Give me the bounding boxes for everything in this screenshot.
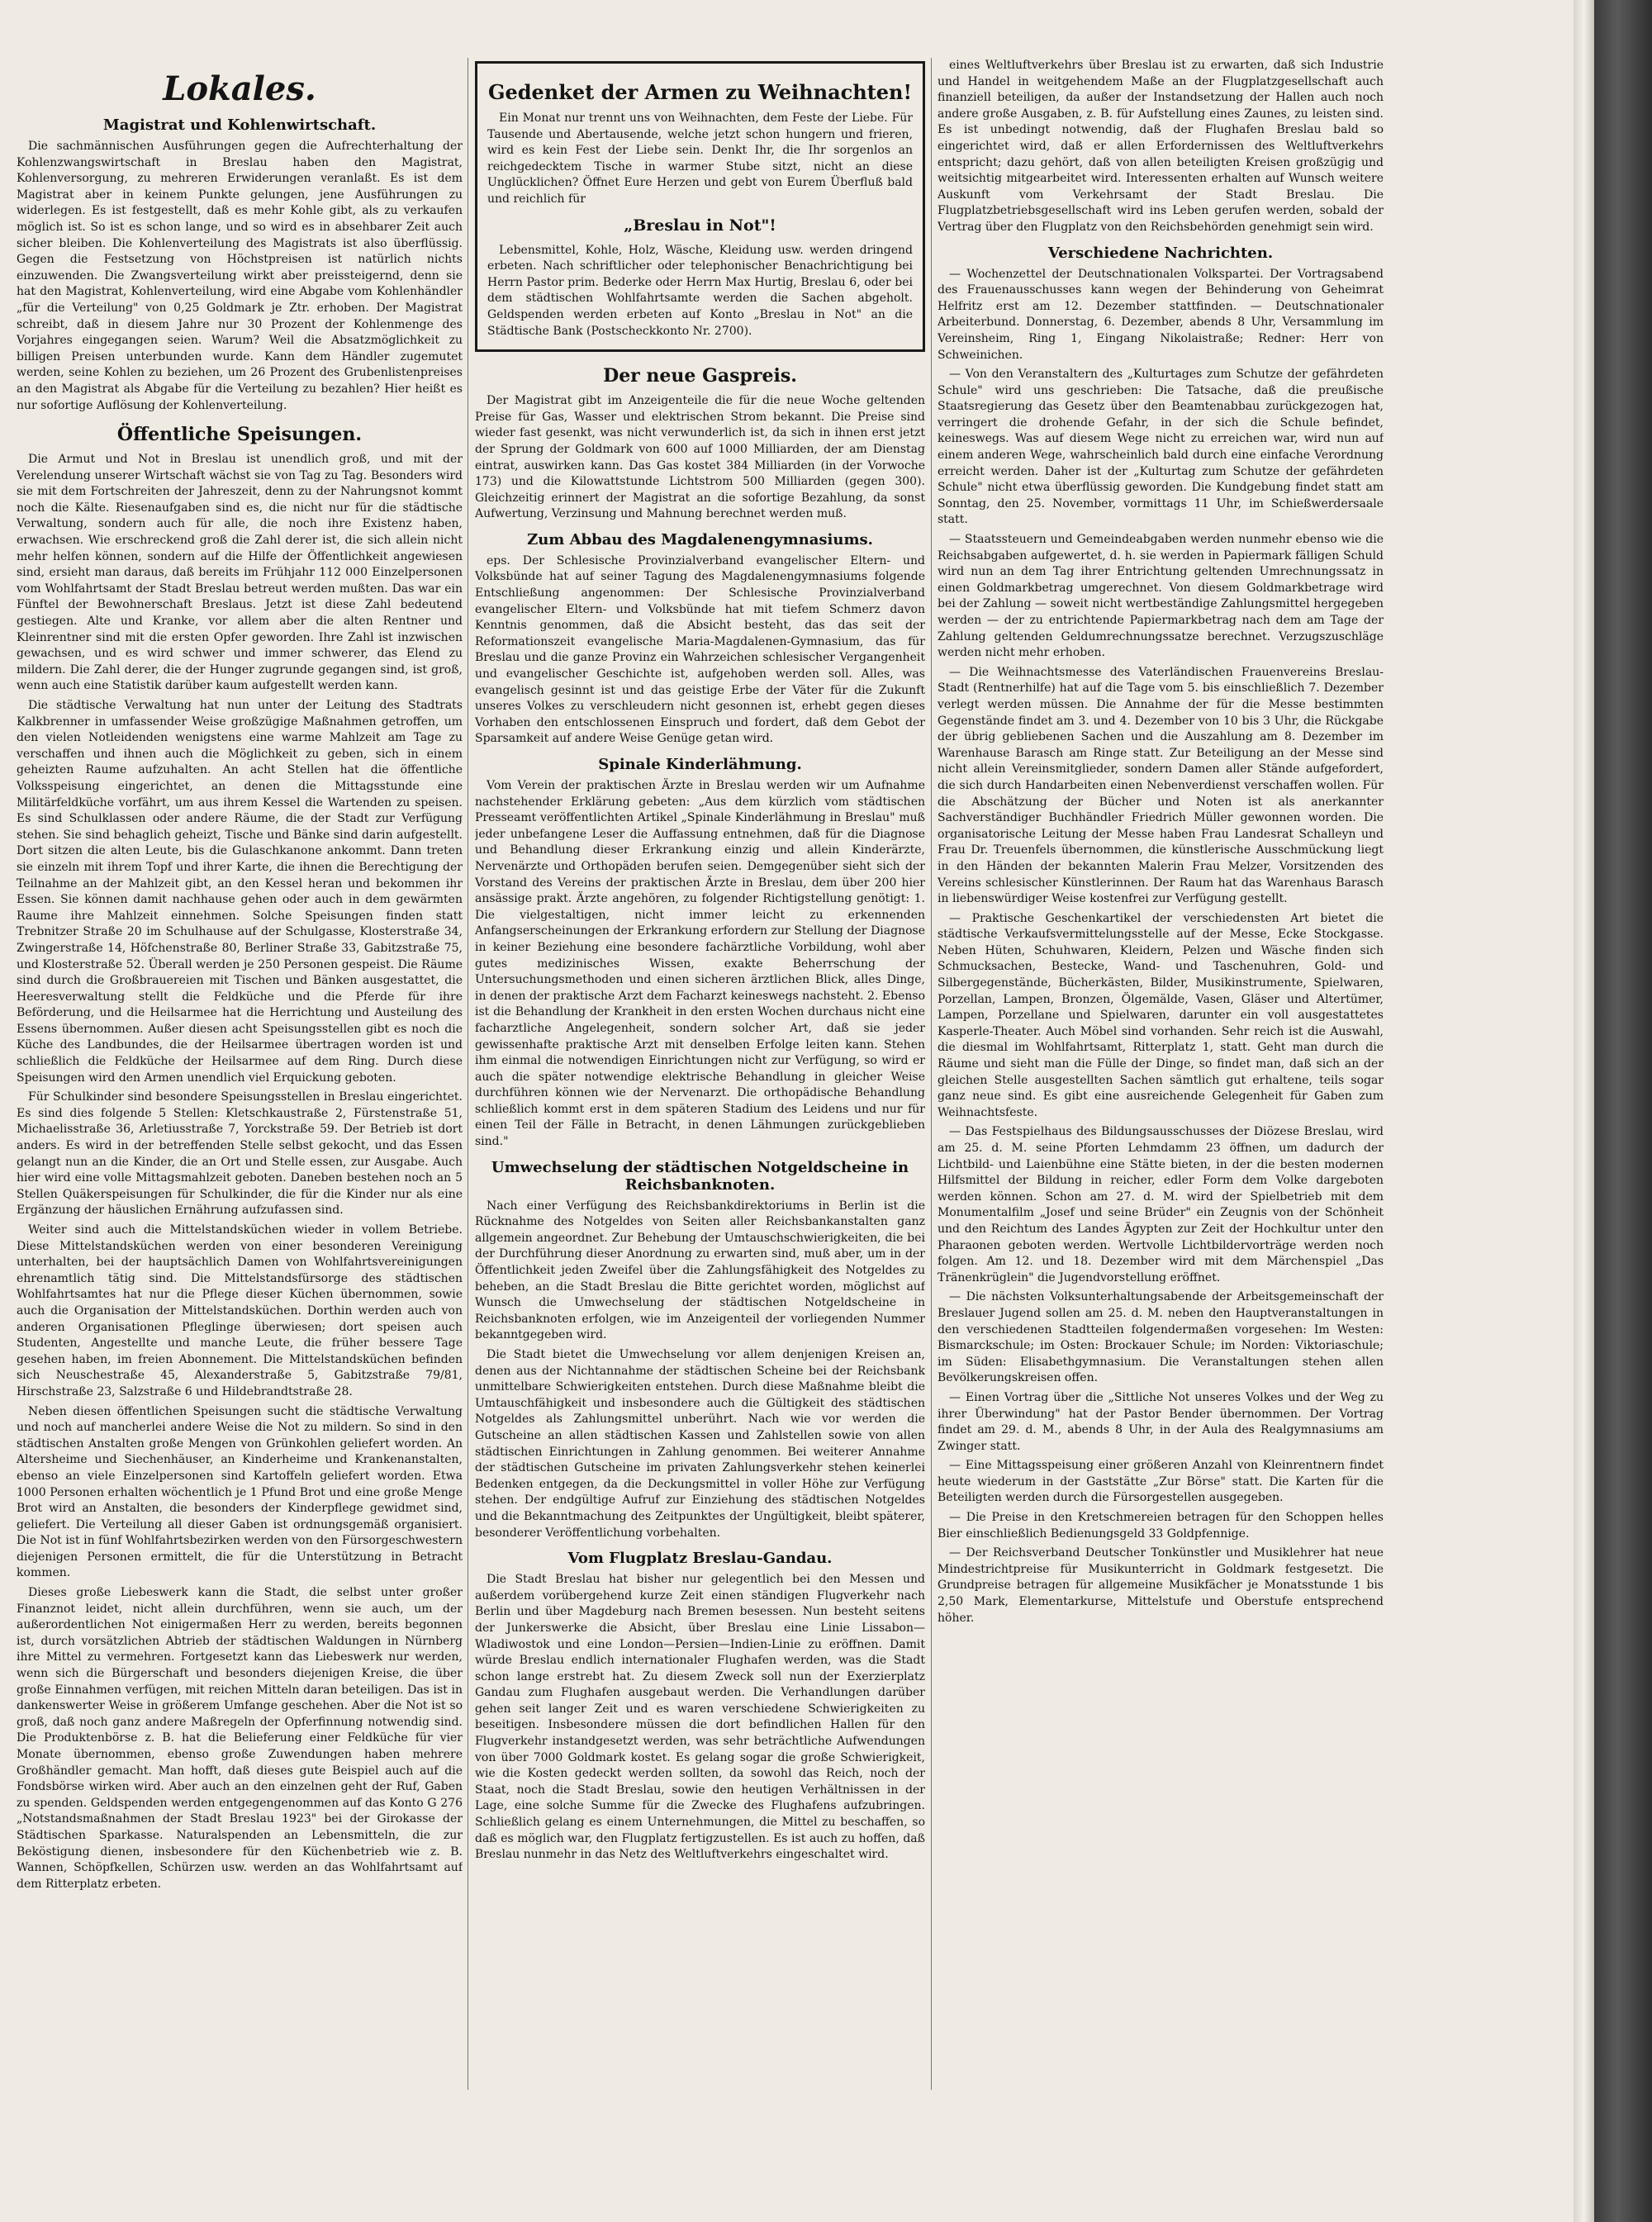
- article-kohlenwirtschaft: [17, 116, 463, 414]
- article-kinderlaehmung: [475, 756, 925, 1151]
- article-paragraph: Vom Verein der praktischen Ärzte in Breslau werden wir um Aufnahme nachstehender Erklärung gebeten: „Aus dem kürzlich vom städtischen Presseamt veröffentlichten Artikel „Spinale Kinderlähmung in Breslau" muß jeder unbefangene Leser die Auffassung entnehmen, daß für die Diagnose und Behandlung dieser Erkrankung einzig und allein Kinderärzte, Nervenärzte und Orthopäden berufen seien. Demgegenüber sieht sich der Vorstand des Vereins der praktischen Ärzte in Breslau, dem über 200 hier ansässige prakt. Ärzte angehören, zu folgender Richtigstellung genötigt: 1. Die vielgestaltigen, nicht immer leicht zu erkennenden Anfangserscheinungen der Erkrankung erfordern zur Stellung der Diagnose in keiner Beziehung eine besondere fachärztliche Vorbildung, wohl aber gutes medizinisches Wissen, exakte Beherrschung der Untersuchungsmethoden und einen sicheren ärztlichen Blick, alles Dinge, in denen der praktische Arzt dem Facharzt keineswegs nachsteht. 2. Ebenso ist die Behandlung der Krankheit in den ersten Wochen durchaus nicht eine facharztliche Angelegenheit, sondern solcher Art, daß sie jeder gewissenhafte praktische Arzt mit denselben Erfolge leiten kann. Stehen ihm einmal die notwendigen Einrichtungen nicht zur Verfügung, so wird er auch die später notwendige elektrische Behandlung in gleicher Weise durchführen können wie der Nervenarzt. Die orthopädische Behandlung schließlich kommt erst in dem späteren Stadium des Leidens und nur für einen Teil der Fälle in Betracht, in denen Lähmungen zurückgeblieben sind.": [475, 779, 925, 1149]
- section-title: Lokales.: [163, 69, 316, 108]
- article-heading: Der neue Gaspreis.: [603, 365, 797, 387]
- column-2: [475, 58, 925, 2098]
- news-item: — Die Preise in den Kretschmereien betragen für den Schoppen helles Bier einschließlich Bedienungsgeld 33 Goldpfennige.: [938, 1511, 1384, 1541]
- article-paragraph: Neben diesen öffentlichen Speisungen sucht die städtische Verwaltung und noch auf mancherlei andere Weise die Not zu mildern. So sind in den städtischen Anstalten große Mengen von Grünkohlen geliefert worden. An Altersheime und Siechenhäuser, an Kinderheime und Krankenanstalten, ebenso an viele Einzelpersonen sind Kartoffeln geliefert worden. Etwa 1000 Personen erhalten wöchentlich je 1 Pfund Brot und eine große Menge Brot wird an Anstalten, die besonders der Kinderpflege gewidmet sind, geliefert. Die Verteilung all dieser Gaben ist ordnungsgemäß organisiert. Die Not ist in fünf Wohlfahrtsbezirken werden von den Fürsorgeschwestern diejenigen Personen ermittelt, die für die Unterstützung in Betracht kommen.: [17, 1404, 463, 1580]
- article-paragraph: Dieses große Liebeswerk kann die Stadt, die selbst unter großer Finanznot leidet, nicht allein durchführen, wenn sie auch, um der außerordentlichen Not einigermaßen Herr zu werden, bereits begonnen ist, durch vorsätzlichen Abtrieb der städtischen Waldungen in Nürnberg ihre Mittel zu vermehren. Fortgesetzt kann das Liebeswerk nur werden, wenn sich die Bürgerschaft und besonders diejenigen Kreise, die über große Einnahmen verfügen, mit reichen Mitteln daran beteiligen. Das ist in dankenswerter Weise in größerem Umfange geschehen. Aber die Not ist so groß, daß noch ganz andere Maßregeln der Opferfinnung notwendig sind. Die Produktenbörse z. B. hat die Belieferung einer Feldküche für vier Monate übernommen, ebenso große Zuwendungen haben mehrere Großhändler gemacht. Man hofft, daß dieses gute Beispiel auch auf die Fondsbörse wirken wird. Aber auch an den einzelnen geht der Ruf, Gaben zu spenden. Geldspenden werden entgegengenommen auf das Konto G 276 „Notstandsmaßnahmen der Stadt Breslau 1923" bei der Girokasse der Städtischen Sparkasse. Naturalspenden an Lebensmitteln, die zur Beköstigung dienen, insbesondere für den Küchenbetrieb wie z. B. Wannen, Schöpfkellen, Schürzen usw. werden an das Wohlfahrtsamt auf dem Ritterplatz erbeten.: [17, 1586, 463, 1891]
- appeal-paragraph: Ein Monat nur trennt uns von Weihnachten, dem Feste der Liebe. Für Tausende und Abertausende, welche jetzt schon hungern und frieren, wird es kein Fest der Liebe sein. Denkt Ihr, die Ihr sorgenlos an reichgedecktem Tische in warmer Stube sitzt, nicht an diese Unglücklichen? Öffnet Eure Herzen und gebt von Eurem Überfluß bald und reichlich für: [487, 112, 913, 206]
- article-heading: Spinale Kinderlähmung.: [598, 756, 802, 773]
- news-item: — Die Weihnachtsmesse des Vaterländischen Frauenvereins Breslau-Stadt (Rentnerhilfe) hat auf die Tage vom 5. bis einschließlich 7. Dezember verlegt werden müssen. Die Annahme der für die Messe bestimmten Gegenstände findet am 3. und 4. Dezember von 10 bis 3 Uhr, die Rückgabe der übrig gebliebenen Sachen und die Auszahlung am 8. Dezember im Warenhause Barasch am Ringe statt. Zur Beteiligung an der Messe sind nicht allein Vereinsmitglieder, sondern Damen aller Stände aufgefordert, die sich durch Handarbeiten einen Nebenverdienst verschaffen wollen. Für die Abschätzung der Bücher und Noten ist als anerkannter Sachverständiger Buchhändler Friedrich Müller gewonnen worden. Die organisatorische Leitung der Messe haben Frau Landesrat Schalleyn und Frau Dr. Treuenfels übernommen, die künstlerische Ausschmückung liegt in den Händen der bekannten Malerin Frau Melzer, Vorsitzenden des Vereins schlesischer Künstlerinnen. Der Raum hat das Warenhaus Barasch in liebenswürdiger Weise kostenfrei zur Verfügung gestellt.: [938, 665, 1384, 906]
- article-paragraph: Die sachmännischen Ausführungen gegen die Aufrechterhaltung der Kohlenzwangswirtschaft in Breslau haben den Magistrat, Kohlenversorgung, zu mehreren Erwiderungen veranlaßt. Es ist dem Magistrat aber in keinem Punkte gelungen, jene Ausführungen zu widerlegen. Es ist festgestellt, daß es mehr Kohle gibt, als zu verkaufen möglich ist. So ist es schon lange, und so wird es in absehbarer Zeit auch sicher bleiben. Die Kohlenverteilung des Magistrats ist also überflüssig. Gegen die Festsetzung von Höchstpreisen ist natürlich nichts einzuwenden. Die Zwangsverteilung wirkt aber preissteigernd, denn sie hat den Magistrat, Kohlenverteilung, wird eine Abgabe vom Kohlenhändler „für die Verteilung" von 0,25 Goldmark je Ztr. erhoben. Der Magistrat schreibt, daß in diesem Jahre nur 30 Prozent der Kohlenmenge des Vorjahres eingegangen seien. Warum? Weil die Absatzmöglichkeit zu billigen Preisen unterbunden wurde. Kann dem Händler zugemutet werden, seine Kohlen zu beziehen, um 26 Prozent des Grubenlistenpreises an den Magistrat als Abgabe für die Verteilung zu bezahlen? Hier heißt es nur sofortige Auflösung der Kohlenverteilung.: [17, 140, 463, 412]
- appeal-paragraph: Lebensmittel, Kohle, Holz, Wäsche, Kleidung usw. werden dringend erbeten. Nach schriftlicher oder telephonischer Benachrichtigung bei Herrn Pastor prim. Bederke oder Herrn Max Hurtig, Breslau 6, oder bei dem städtischen Wohlfahrtsamte werden die Sachen abgeholt. Geldspenden werden erbeten auf Konto „Breslau in Not" an die Städtische Bank (Postscheckkonto Nr. 2700).: [487, 243, 913, 338]
- article-paragraph: Die Armut und Not in Breslau ist unendlich groß, und mit der Verelendung unserer Wirtschaft wächst sie von Tag zu Tag. Besonders wird sie mit dem Fortschreiten der Jahreszeit, denn zu der Nahrungsnot kommt noch die Kälte. Riesenaufgaben sind es, die nicht nur für die städtische Verwaltung, sondern auch für alle, die noch ihre Existenz haben, erwachsen. Wie erschreckend groß die Zahl derer ist, die sich allein nicht mehr helfen können, sondern auf die Hilfe der Öffentlichkeit angewiesen sind, ersieht man daraus, daß bereits im Frühjahr 112 000 Einzelpersonen vom Wohlfahrtsamt der Stadt Breslau betreut werden mußten. Das war ein Fünftel der Bewohnerschaft Breslaus. Jetzt ist diese Zahl bedeutend gestiegen. Alte und Kranke, vor allem aber die alten Rentner und Kleinrentner sind mit die ersten Opfer geworden. Ihre Zahl ist inzwischen gewachsen, und es wird schwer und immer schwerer, das Elend zu mildern. Die Zahl derer, die der Hunger zugrunde gegangen sind, ist groß, wenn auch eine Statistik darüber kaum aufgestellt werden kann.: [17, 453, 463, 693]
- news-item: — Die nächsten Volksunterhaltungsabende der Arbeitsgemeinschaft der Breslauer Jugend sollen am 25. d. M. neben den Hauptveranstaltungen in den verschiedenen Stadtteilen folgendermaßen vorgesehen: Im Westen: Bismarckschule; im Osten: Brockauer Schule; im Norden: Viktoriaschule; im Süden: Elisabethgymnasium. Die Veranstaltungen stehen allen Bevölkerungskreisen offen.: [938, 1290, 1384, 1385]
- article-paragraph: Die Stadt bietet die Umwechselung vor allem denjenigen Kreisen an, denen aus der Nichtannahme der städtischen Scheine bei der Reichsbank unmittelbare Schwierigkeiten entstehen. Durch diese Maßnahme bleibt die Umtauschfähigkeit und insbesondere auch die Gültigkeit des städtischen Notgeldes als Zahlungsmittel unberührt. Nach wie vor werden die Gutscheine an allen städtischen Kassen und Zahlstellen sowie von allen städtischen Einrichtungen in Zahlung genommen. Bei weiterer Annahme der städtischen Gutscheine im privaten Zahlungsverkehr stehen keinerlei Bedenken entgegen, da die Deckungsmittel in voller Höhe zur Verfügung stehen. Der endgültige Aufruf zur Einziehung des städtischen Notgeldes und die Bekanntmachung des Zeitpunktes der Ungültigkeit, bleibt späterer, besonderer Veröffentlichung vorbehalten.: [475, 1348, 925, 1540]
- news-item: — Der Reichsverband Deutscher Tonkünstler und Musiklehrer hat neue Mindestrichtpreise für Musikunterricht in Goldmark festgesetzt. Die Grundpreise betragen für allgemeine Musikfächer je Monatsstunde 1 bis 2,50 Mark, Elementarkurse, Mittelstufe und Oberstufe entsprechend höher.: [938, 1546, 1384, 1625]
- article-heading: Vom Flugplatz Breslau-Gandau.: [567, 1550, 833, 1568]
- news-item: — Staatssteuern und Gemeindeabgaben werden nunmehr ebenso wie die Reichsabgaben aufgewertet, d. h. sie werden in Papiermark fälligen Schuld wird nun an dem Tag ihrer Entrichtung geltenden Umrechnungssatz in einen Goldmarkbetrag umgerechnet. Von diesem Goldmarkbetrage wird bei der Zahlung — soweit nicht wertbeständige Zahlungsmittel hergegeben werden — der zu entrichtende Papiermarkbetrag nach dem am Tage der Zahlung geltenden Geldumrechnungssatze berechnet. Verzugszuschläge werden nicht mehr erhoben.: [938, 533, 1384, 660]
- article-flugplatz: [475, 1550, 925, 1864]
- article-heading: Öffentliche Speisungen.: [116, 424, 363, 446]
- article-paragraph: eps. Der Schlesische Provinzialverband evangelischer Eltern- und Volksbünde hat auf seiner Tagung des Magdalenengymnasiums folgende Entschließung angenommen: Der Schlesische Provinzialverband evangelischer Eltern- und Volksbünde hat mit tiefem Schmerz davon Kenntnis genommen, daß die Absicht besteht, das das seit der Reformationszeit evangelische Maria-Magdalenen-Gymnasium, das für Breslau und die ganze Provinz ein Wahrzeichen schlesischer Vergangenheit und evangelischer Geschichte ist, aufgehoben werden soll. Alles, was evangelisch gesinnt ist und das geistige Erbe der Väter für die Zukunft unseres Volkes zu verschleudern nicht gesonnen ist, erhebt gegen dieses Vorhaben den entschlossenen Einspruch und fordert, daß dem Gebot der Sparsamkeit auf andere Weise Genüge getan wird.: [475, 553, 925, 746]
- article-heading: Magistrat und Kohlenwirtschaft.: [102, 116, 377, 134]
- news-item: — Eine Mittagsspeisung einer größeren Anzahl von Kleinrentnern findet heute wiederum in der Gaststätte „Zur Börse" statt. Die Karten für die Beteiligten werden durch die Fürsorgestellen ausgegeben.: [938, 1459, 1384, 1505]
- article-paragraph: Die Stadt Breslau hat bisher nur gelegentlich bei den Messen und außerdem vorübergehend kurze Zeit einen ständigen Flugverkehr nach Berlin und über Magdeburg nach Bremen besessen. Nun besteht seitens der Junkerswerke die Absicht, über Breslau eine Linie Lissabon—Wladiwostok und eine London—Persien—Indien-Linie zu eröffnen. Damit würde Breslau endlich internationaler Flughafen werden, was die Stadt schon lange erstrebt hat. Zu diesem Zweck soll nun der Exerzierplatz Gandau zum Flughafen ausgebaut werden. Die Verhandlungen darüber gehen seit langer Zeit und es waren verschiedene Schwierigkeiten zu beseitigen. Insbesondere müssen die dort befindlichen Hallen für den Flugverkehr instandgesetzt werden, was sehr beträchtliche Aufwendungen von über 7000 Goldmark kostet. Es gelang sogar die große Schwierigkeit, wie die Kosten gedeckt werden sollten, da sowohl das Reich, noch der Staat, noch die Stadt Breslau, sowie den heutigen Verhältnissen in der Lage, eine solche Summe für die Zwecke des Flughafens aufzubringen. Schließlich gelang es einem Unternehmungen, die Mittel zu beschaffen, so daß es möglich war, den Flugplatz fertigzustellen. Es ist auch zu hoffen, daß Breslau nunmehr in das Netz des Weltluftverkehrs eingeschaltet wird.: [475, 1573, 925, 1862]
- page-edge: [1574, 0, 1594, 2222]
- news-item: — Einen Vortrag über die „Sittliche Not unseres Volkes und der Weg zu ihrer Überwindung" hat der Pastor Bender übernommen. Der Vortrag findet am 29. d. M., abends 8 Uhr, in der Aula des Realgymnasiums am Zwinger statt.: [938, 1390, 1384, 1453]
- article-paragraph: Für Schulkinder sind besondere Speisungsstellen in Breslau eingerichtet. Es sind dies folgende 5 Stellen: Kletschkaustraße 2, Fürstenstraße 51, Michaelisstraße 36, Arletiusstraße 7, Yorckstraße 59. Der Betrieb ist dort anders. Es wird in der betreffenden Stelle selbst gekocht, und das Essen gelangt nun an die Kinder, die an Ort und Stelle essen, zur Ausgabe. Auch hier wird eine volle Mittagsmahlzeit geboten. Daneben bestehen noch an 5 Stellen Quäkerspeisungen für Schulkinder, die für die Kinder nur als eine Ergänzung der häuslichen Ernährung aufzufassen sind.: [17, 1090, 463, 1218]
- article-notgeldscheine: [475, 1159, 925, 1541]
- article-heading: Umwechselung der städtischen Notgeldscheine in Reichsbanknoten.: [491, 1158, 909, 1194]
- article-speisungen: [17, 424, 463, 1892]
- appeal-heading: Gedenket der Armen zu Weihnachten!: [487, 80, 913, 104]
- news-heading: Verschiedene Nachrichten.: [1047, 244, 1274, 262]
- article-gaspreis: [475, 365, 925, 523]
- article-magdalenengymnasium: [475, 531, 925, 748]
- column-3: [938, 58, 1384, 2098]
- news-item: — Das Festspielhaus des Bildungsausschusses der Diözese Breslau, wird am 25. d. M. seine Pforten Lehmdamm 23 öffnen, um dadurch der Lichtbild- und Laienbühne eine Stätte bieten, in der die besten modernen Hilfsmittel der Bildung in reicher, edler Form dem Volke dargeboten werden können. Schon am 27. d. M. wird der Spielbetrieb mit dem Monumentalfilm „Josef und seine Brüder" ein Zeugnis von der Schönheit und den Reichtum des Landes Ägypten zur Zeit der Hochkultur unter den Pharaonen geboten werden. Wertvolle Lichtbildervorträge werden noch folgen. Am 12. und 18. Dezember wird mit dem Märchenspiel „Das Tränenkrüglein" die Jugendvorstellung eröffnet.: [938, 1125, 1384, 1284]
- article-paragraph: Weiter sind auch die Mittelstandsküchen wieder in vollem Betriebe. Diese Mittelstandsküchen werden von einer besonderen Vereinigung unterhalten, bei der hauptsächlich Damen von Wohlfahrtsvereinigungen ehrenamtlich tätig sind. Die Mittelstandsfürsorge des städtischen Wohlfahrtsamtes hat nur die Pflege dieser Küchen übernommen, sowie auch die Organisation der Mittelstandsküchen. Dorthin werden auch von anderen Organisationen Pfleglinge überwiesen; dort speisen auch Studenten, Angestellte und manche Leute, die früher bessere Tage gesehen haben, im freien Abonnement. Die Mittelstandsküchen befinden sich Neuschestraße 45, Alexanderstraße 5, Gabitzstraße 79/81, Hirschstraße 23, Salzstraße 6 und Hildebrandtstraße 28.: [17, 1223, 463, 1398]
- article-paragraph: Die städtische Verwaltung hat nun unter der Leitung des Stadtrats Kalkbrenner in umfassender Weise großzügige Maßnahmen getroffen, um den vielen Notleidenden wenigstens eine warme Mahlzeit am Tage zu verschaffen und ihnen auch die Möglichkeit zu geben, sich in einem geheizten Raume aufzuhalten. An acht Stellen hat die öffentliche Volksspeisung eingerichtet, an denen die Mittagsstunde eine Militärfeldküche vorfährt, um aus ihrem Kessel die Wartenden zu speisen. Es sind Schulklassen oder andere Räume, die der Stadt zur Verfügung stehen. Sie sind behaglich geheizt, Tische und Bänke sind darin aufgestellt. Dort sitzen die alten Leute, bis die Gulaschkanone ankommt. Dann treten sie einzeln mit ihrem Topf und ihrer Karte, die ihnen die Berechtigung der Teilnahme an der Mahlzeit gibt, an den Kessel heran und bekommen ihr Essen. Sie können damit nachhause gehen oder auch in dem gewärmten Raume ihre Mahlzeit einnehmen. Solche Speisungen finden statt Trebnitzer Straße 20 im Schulhause auf der Schulgasse, Klosterstraße 34, Zwingerstraße 14, Höfchenstraße 80, Berliner Straße 33, Gabitzstraße 75, und Klosterstraße 52. Überall werden je 250 Personen gespeist. Die Räume sind durch die Großbrauereien mit Tischen und Bänken ausgestattet, die Heeresverwaltung stellt die Feldküche und die Pferde für ihre Beförderung, und die Heilsarmee hat die Herrichtung und Austeilung des Essens übernommen. Außer diesen acht Speisungsstellen gibt es noch die Küche des Landbundes, die der Heilsarmee übertragen worden ist und schließlich die Feldküche der Heilsarmee auf dem Ring. Durch diese Speisungen wird den Armen unendlich viel Erquickung geboten.: [17, 699, 463, 1085]
- news-item: — Praktische Geschenkartikel der verschiedensten Art bietet die städtische Verkaufsvermittelungsstelle auf der Messe, Ecke Stockgasse. Neben Hüten, Schuhwaren, Kleidern, Pelzen und Wäsche finden sich Schmucksachen, Bestecke, Wand- und Taschenuhren, Gold- und Silbergegenstände, Bücherkästen, Bilder, Musikinstrumente, Spielwaren, Porzellan, Lampen, Bronzen, Ölgemälde, Vasen, Gläser und Altertümer, Lampen, Porzellane und Spielwaren, darunter ein voll ausgestattetes Kasperle-Theater. Auch Möbel sind vorhanden. Sehr reich ist die Auswahl, die diesmal im Wohlfahrtsamt, Ritterplatz 1, statt. Geht man durch die Räume und sieht man die Fülle der Dinge, so findet man, daß sich an der gleichen Stelle ausgestellten Sachen sämtlich gut erhaltene, teils sogar ganz neue sind. Es gibt eine ausreichende Gelegenheit für Gaben zum Weihnachtsfeste.: [938, 911, 1384, 1119]
- book-binding: [1594, 0, 1652, 2222]
- article-continuation: eines Weltluftverkehrs über Breslau ist zu erwarten, daß sich Industrie und Handel in weitgehendem Maße an der Flugplatzgesellschaft auch finanziell beteiligen, da außer der Instandsetzung der Hallen auch noch andere große Ausgaben, z. B. für Aufstellung eines Zaunes, zu leisten sind. Es ist unbedingt notwendig, daß der Flughafen Breslau bald so eingerichtet wird, daß er allen Erfordernissen des Weltluftverkehrs entspricht; dazu gehört, daß von allen beteiligten Kreisen großzügig und weitsichtig mitgearbeitet wird. Interessenten erhalten auf Wunsch weitere Auskunft vom Verkehrsamt der Stadt Breslau. Die Flugplatzbetriebsgesellschaft wird ins Leben gerufen werden, sobald der Vertrag über den Flugplatz von den Reichsbehörden genehmigt sein wird.: [938, 59, 1384, 234]
- appeal-slogan: „Breslau in Not"!: [624, 216, 776, 235]
- column-1: [17, 58, 463, 2098]
- news-item: — Von den Veranstaltern des „Kulturtages zum Schutze der gefährdeten Schule" wird uns geschrieben: Die Tatsache, daß die preußische Staatsregierung das Gesetz über den Beamtenabbau zurückgezogen hat, verringert die drohende Gefahr, in der sich die Schule befindet, keineswegs. Was auf diesem Wege nicht zu erreichen war, wird nun auf einem anderen Wege, wahrscheinlich bald durch eine einfache Verordnung erreicht werden. Daher ist der „Kulturtag zum Schutze der gefährdeten Schule" nicht etwa überflüssig geworden. Die Kundgebung findet statt am Sonntag, den 25. November, vormittags 11 Uhr, im Schießwerdersaale statt.: [938, 368, 1384, 527]
- article-paragraph: Nach einer Verfügung des Reichsbankdirektoriums in Berlin ist die Rücknahme des Notgeldes von Seiten aller Reichsbankanstalten ganz allgemein angeordnet. Zur Behebung der Umtauschschwierigkeiten, die bei der Durchführung dieser Anordnung zu erwarten sind, muß aber, um in der Öffentlichkeit jeden Zweifel über die Zahlungsfähigkeit des Notgeldes zu beheben, an die Stadt Breslau die Bitte gerichtet worden, möglichst auf Wunsch die Umwechselung der städtischen Notgeldscheine in Reichsbanknoten erfolgen, wie im Anzeigenteil der vorliegenden Nummer bekanntgegeben wird.: [475, 1199, 925, 1342]
- news-item: — Wochenzettel der Deutschnationalen Volkspartei. Der Vortragsabend des Frauenausschusses kann wegen der Behinderung von Geheimrat Helfritz erst am 12. Dezember stattfinden. — Deutschnationaler Arbeiterbund. Donnerstag, 6. Dezember, abends 8 Uhr, Versammlung im Vereinsheim, Ring 1, Eingang Nikolaistraße; Redner: Herr von Schweinichen.: [938, 267, 1384, 362]
- appeal-box: [475, 61, 925, 352]
- column-rule: [931, 58, 932, 2090]
- article-heading: Zum Abbau des Magdalenengymnasiums.: [527, 530, 873, 548]
- article-paragraph: Der Magistrat gibt im Anzeigenteile die für die neue Woche geltenden Preise für Gas, Wasser und elektrischen Strom bekannt. Die Preise sind wieder fast gesenkt, was nicht verwunderlich ist, da sich in ihnen erst jetzt der Sprung der Goldmark von 600 auf 1000 Milliarden, der am Dienstag eintrat, auswirken kann. Das Gas kostet 384 Milliarden (in der Vorwoche 173) und die Kilowattstunde Lichtstrom 500 Milliarden (gegen 300). Gleichzeitig erinnert der Magistrat an die sofortige Bezahlung, da sonst Aufwertung, Verzinsung und Mahnung berechnet werden muß.: [475, 394, 925, 521]
